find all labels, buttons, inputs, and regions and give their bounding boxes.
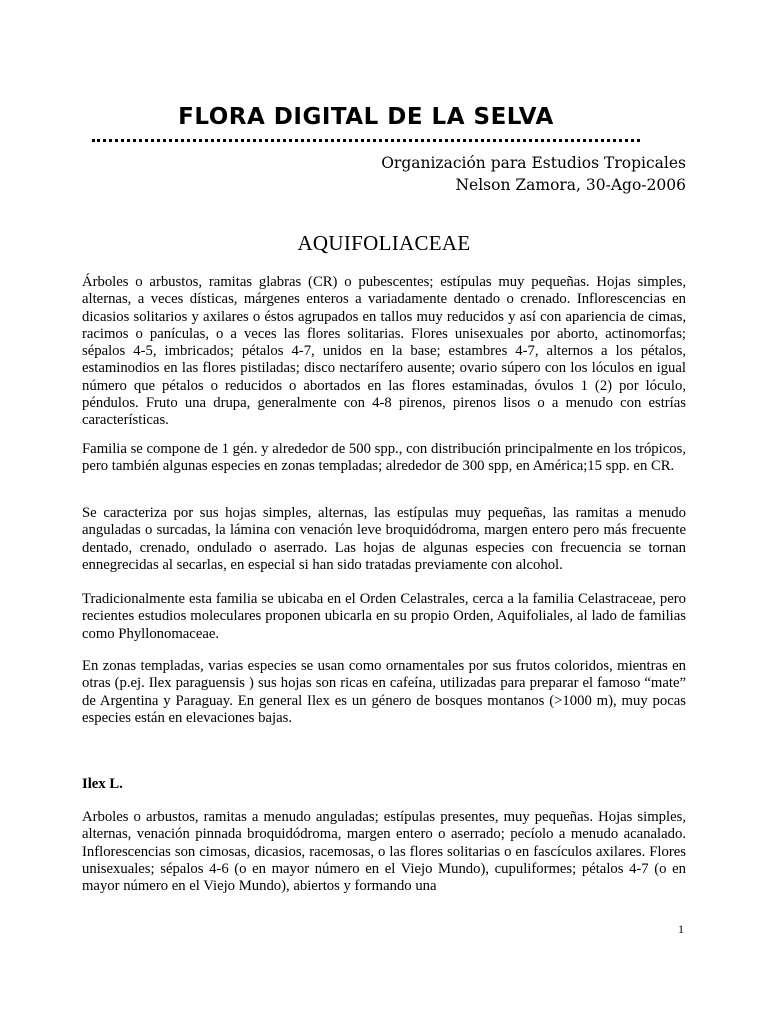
dotted-divider — [92, 139, 640, 142]
paragraph-uses: En zonas templadas, varias especies se usan como ornamentales por sus frutos coloridos, mientras en otras (p.ej. Ilex paraguensis ) sus hojas son ricas en cafeína, utilizadas para preparar el famoso “mate” de Argentina y Paraguay. En general Ilex es un género de bosques montanos (>1000 m), muy pocas especies están en elevaciones bajas. — [82, 658, 686, 726]
attribution-block — [381, 152, 686, 196]
family-title: AQUIFOLIACEAE — [297, 231, 471, 255]
author-date: Nelson Zamora, 30-Ago-2006 — [455, 176, 686, 194]
masthead-title: FLORA DIGITAL DE LA SELVA — [178, 104, 554, 130]
page-number: 1 — [678, 922, 684, 936]
paragraph-classification: Tradicionalmente esta familia se ubicaba en el Orden Celastrales, cerca a la familia Celastraceae, pero recientes estudios moleculares proponen ubicarla en su propio Orden, Aquifoliales, al lado de familias como Phyllonomaceae. — [82, 591, 686, 642]
genus-title: Ilex L. — [82, 776, 123, 792]
paragraph-description: Árboles o arbustos, ramitas glabras (CR) o pubescentes; estípulas muy pequeñas. Hojas simples, alternas, a veces dísticas, márgenes enteros a variadamente dentado o crenado. Inflorescencias en dicasios solitarios y axilares o éstos agrupados en tallos muy reducidos y así con apariencia de cimas, racimos o panículas, o a veces las flores solitarias. Flores unisexuales por aborto, actinomorfas; sépalos 4-5, imbricados; pétalos 4-7, unidos en la base; estambres 4-7, alternos a los pétalos, estaminodios en las flores pistiladas; disco nectarífero ausente; ovario súpero con los lóculos en igual número que pétalos o reducidos o abortados en las flores estaminadas, óvulos 1 (2) por lóculo, péndulos. Fruto una drupa, generalmente con 4-8 pirenos, pirenos lisos o a menudo con estrías características. — [82, 274, 686, 429]
organization-name: Organización para Estudios Tropicales — [381, 154, 686, 172]
paragraph-characteristics: Se caracteriza por sus hojas simples, alternas, las estípulas muy pequeñas, las ramitas a menudo anguladas o surcadas, la lámina con venación leve broquidódroma, margen entero pero más frecuente dentado, crenado, ondulado o aserrado. Las hojas de algunas especies con frecuencia se tornan ennegrecidas al secarlas, en especial si han sido tratadas previamente con alcohol. — [82, 505, 686, 573]
genus-description: Arboles o arbustos, ramitas a menudo anguladas; estípulas presentes, muy pequeñas. Hojas simples, alternas, venación pinnada broquidódroma, margen entero o aserrado; pecíolo a menudo acanalado. Inflorescencias son cimosas, dicasios, racemosas, o las flores solitarias o en fascículos axilares. Flores unisexuales; sépalos 4-6 (o en mayor número en el Viejo Mundo), cupuliformes; pétalos 4-7 (o en mayor número en el Viejo Mundo), abiertos y formando una — [82, 809, 686, 895]
paragraph-distribution: Familia se compone de 1 gén. y alrededor de 500 spp., con distribución principalmente en los trópicos, pero también algunas especies en zonas templadas; alrededor de 300 spp, en América;15 spp. en CR. — [82, 441, 686, 475]
